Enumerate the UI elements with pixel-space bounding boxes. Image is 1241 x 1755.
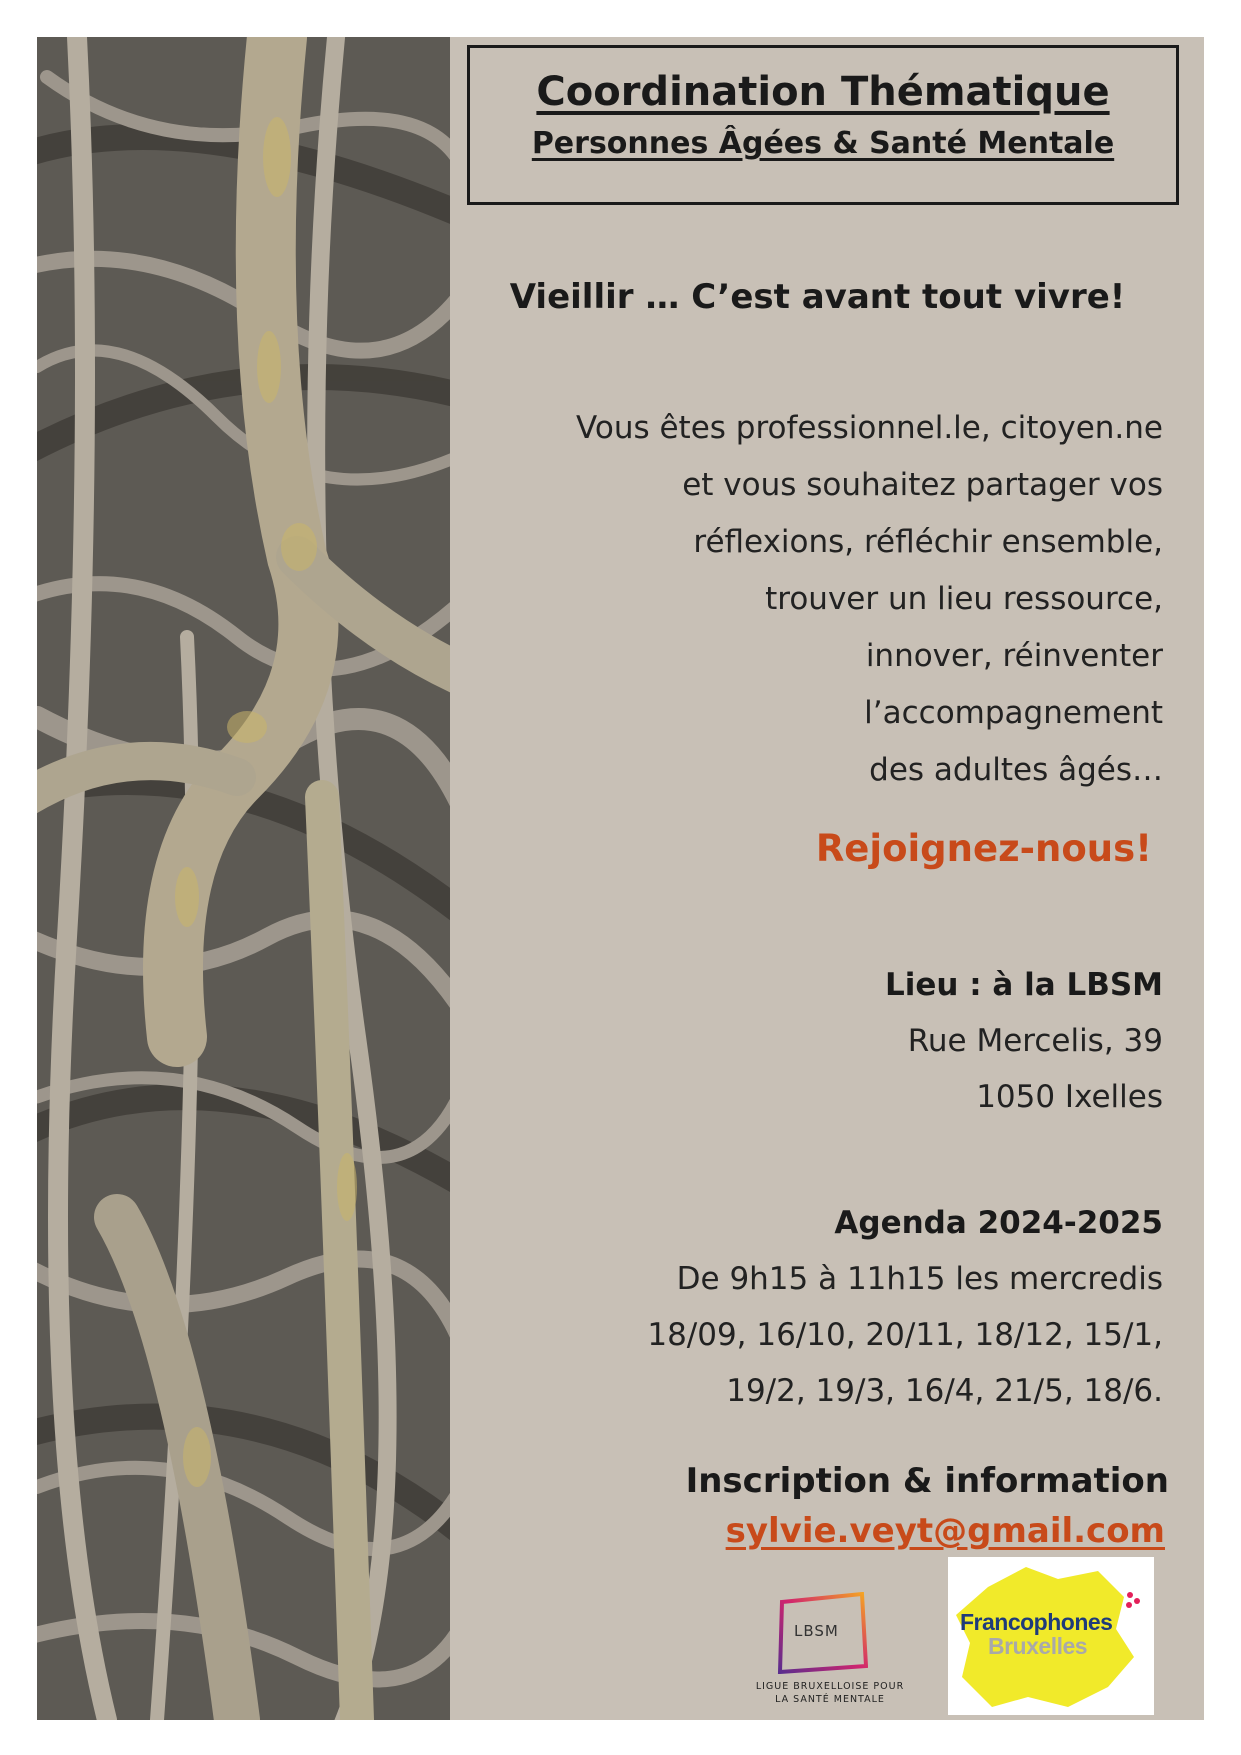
- agenda-dates-line: 18/09, 16/10, 20/11, 18/12, 15/1,: [647, 1317, 1163, 1353]
- page-subtitle: Personnes Âgées & Santé Mentale: [531, 126, 1115, 161]
- contact-heading: Inscription & information: [685, 1461, 1169, 1501]
- intro-line: des adultes âgés…: [869, 752, 1163, 788]
- location-heading: Lieu : à la LBSM: [884, 967, 1163, 1003]
- mangrove-roots-photo: [37, 37, 450, 1720]
- lbsm-name: LBSM: [794, 1622, 839, 1640]
- agenda-heading: Agenda 2024-2025: [834, 1205, 1163, 1241]
- agenda-time: De 9h15 à 11h15 les mercredis: [676, 1261, 1163, 1297]
- lbsm-tagline: [740, 1680, 920, 1706]
- intro-line: Vous êtes professionnel.le, citoyen.ne: [576, 410, 1163, 446]
- francophones-bruxelles-logo: [948, 1557, 1154, 1715]
- lbsm-tagline-line: LA SANTÉ MENTALE: [775, 1694, 885, 1705]
- lbsm-logo: [755, 1592, 905, 1717]
- intro-line: innover, réinventer: [865, 638, 1163, 674]
- intro-line: et vous souhaitez partager vos: [682, 467, 1163, 503]
- tagline: Vieillir … C’est avant tout vivre!: [509, 277, 1126, 317]
- roots-illustration: [37, 37, 450, 1720]
- contact-email-link[interactable]: sylvie.veyt@gmail.com: [725, 1511, 1165, 1551]
- intro-line: réflexions, réfléchir ensemble,: [693, 524, 1163, 560]
- location-street: Rue Mercelis, 39: [907, 1023, 1163, 1059]
- content-panel: [450, 37, 1204, 1720]
- intro-line: trouver un lieu ressource,: [765, 581, 1163, 617]
- title-box: [467, 45, 1179, 205]
- page-title: Coordination Thématique: [536, 69, 1110, 115]
- lbsm-tagline-line: LIGUE BRUXELLOISE POUR: [755, 1681, 905, 1692]
- agenda-dates-line: 19/2, 19/3, 16/4, 21/5, 18/6.: [726, 1373, 1163, 1409]
- call-to-action: Rejoignez-nous!: [815, 827, 1152, 870]
- intro-text: [450, 400, 1163, 799]
- fb-line1: Francophones: [960, 1609, 1113, 1635]
- agenda-block: [450, 1195, 1163, 1419]
- intro-line: l’accompagnement: [864, 695, 1163, 731]
- location-block: [450, 957, 1163, 1125]
- fb-line2: Bruxelles: [988, 1633, 1088, 1659]
- location-city: 1050 Ixelles: [976, 1079, 1163, 1115]
